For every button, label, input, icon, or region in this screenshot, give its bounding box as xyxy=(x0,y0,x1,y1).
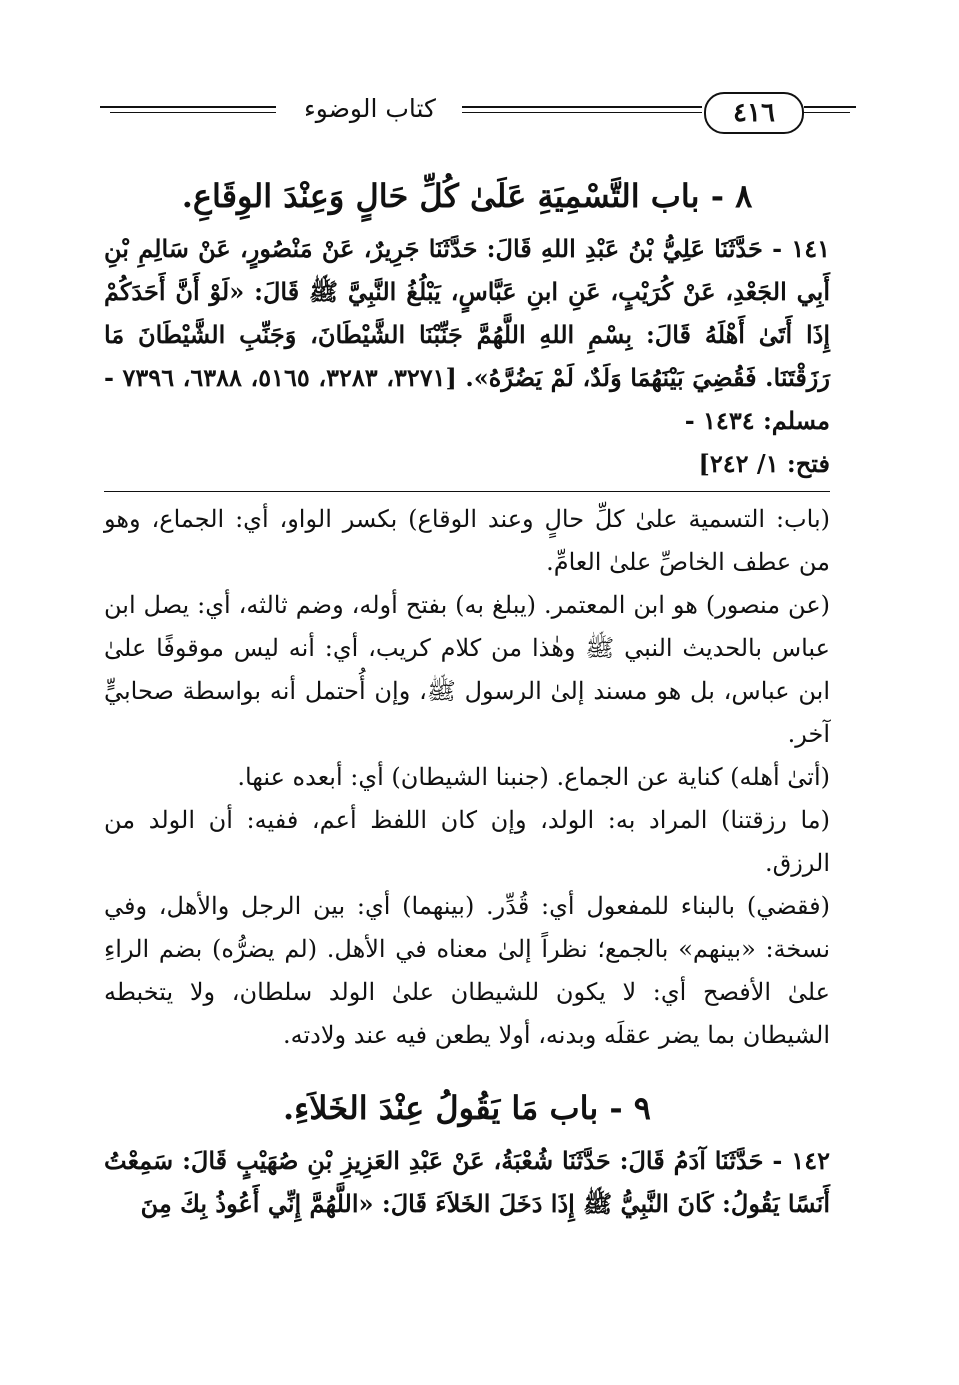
commentary-paragraph: (باب: التسمية علىٰ كلِّ حالٍ وعند الوقاع) بكسر الواو، أي: الجماع، وهو من عطف الخاصِّ علىٰ العامِّ. xyxy=(104,505,830,576)
hadith-text: ١٤١ - حَدَّثَنَا عَلِيُّ بْنُ عَبْدِ اللهِ قَالَ: حَدَّثَنَا جَرِيرٌ، عَنْ مَنْصُورٍ، عَنْ سَالِمِ بْنِ أَبِي الجَعْدِ، عَنْ كُرَيْبٍ، عَنِ ابنِ عَبَّاسٍ، يَبْلُغُ النَّبِيَّ ﷺ قَالَ: «لَوْ أَنَّ أَحَدَكُمْ إِذَا أَتَىٰ أَهْلَهُ قَالَ: بِسْمِ اللهِ اللَّهُمَّ جَنِّبْنَا الشَّيْطَانَ، وَجَنِّبِ الشَّيْطَانَ مَا رَزَقْتَنَا. فَقُضِيَ بَيْنَهُمَا وَلَدٌ، لَمْ يَضُرَّهُ». [٣٢٧١، ٣٢٨٣، ٥١٦٥، ٦٣٨٨، ٧٣٩٦ - مسلم: ١٤٣٤ - xyxy=(104,234,830,435)
running-header xyxy=(100,92,860,142)
page-number: ٤١٦ xyxy=(704,92,804,134)
header-rule xyxy=(804,112,850,113)
hadith-reference: فتح: ١/ ٢٤٢] xyxy=(698,449,830,478)
commentary-paragraph: (عن منصور) هو ابن المعتمر. (يبلغ به) بفتح أوله، وضم ثالثه، أي: يصل ابن عباس بالحديث النبي ﷺ وهٰذا من كلام كريب، أي: أنه ليس موقوفًا علىٰ ابن عباس، بل هو مسند إلىٰ الرسول ﷺ، وإن أُحتمل أنه بواسطة صحابيٍّ آخر. xyxy=(104,591,830,748)
book-title: كتاب الوضوء xyxy=(304,94,436,123)
commentary-paragraph: (أتىٰ أهله) كناية عن الجماع. (جنبنا الشيطان) أي: أبعده عنها. xyxy=(237,763,830,791)
separator-rule xyxy=(104,491,830,492)
chapter-heading: ٩ - باب مَا يَقُولُ عِنْدَ الخَلاَءِ. xyxy=(283,1089,651,1127)
spacer xyxy=(104,1057,830,1077)
hadith-text: ١٤٢ - حَدَّثَنَا آدَمُ قَالَ: حَدَّثَنَا شُعْبَةُ، عَنْ عَبْدِ العَزِيزِ بْنِ صُهَيْبٍ قَالَ: سَمِعْتُ أَنَسًا يَقُولُ: كَانَ النَّبِيُّ ﷺ إِذَا دَخَلَ الخَلاَءَ قَالَ: «اللَّهُمَّ إِنِّي أَعُوذُ بِكَ مِنَ xyxy=(104,1146,830,1218)
header-rule xyxy=(462,112,702,113)
header-rule xyxy=(462,106,702,108)
chapter-heading: ٨ - باب التَّسْمِيَةِ عَلَىٰ كُلِّ حَالٍ وَعِنْدَ الوِقَاعِ. xyxy=(181,177,753,215)
commentary-paragraph: (ما رزقتنا) المراد به: الولد، وإن كان اللفظ أعم، ففيه: أن الولد من الرزق. xyxy=(104,806,830,877)
header-rule xyxy=(100,106,276,108)
header-rule xyxy=(110,112,276,113)
header-rule xyxy=(804,106,856,108)
commentary-paragraph: (فقضي) بالبناء للمفعول أي: قُدِّر. (بينهما) أي: بين الرجل والأهل، وفي نسخة: «بينهم» بالجمع؛ نظراً إلىٰ معناه في الأهل. (لم يضرُّه) بضم الراءِ علىٰ الأفصح أي: لا يكون للشيطان علىٰ الولد سلطان، ولا يتخبطه الشيطان بما يضر عقلَه وبدنه، أولا يطعن فيه عند ولادته. xyxy=(104,892,830,1049)
page-body xyxy=(104,165,830,1225)
